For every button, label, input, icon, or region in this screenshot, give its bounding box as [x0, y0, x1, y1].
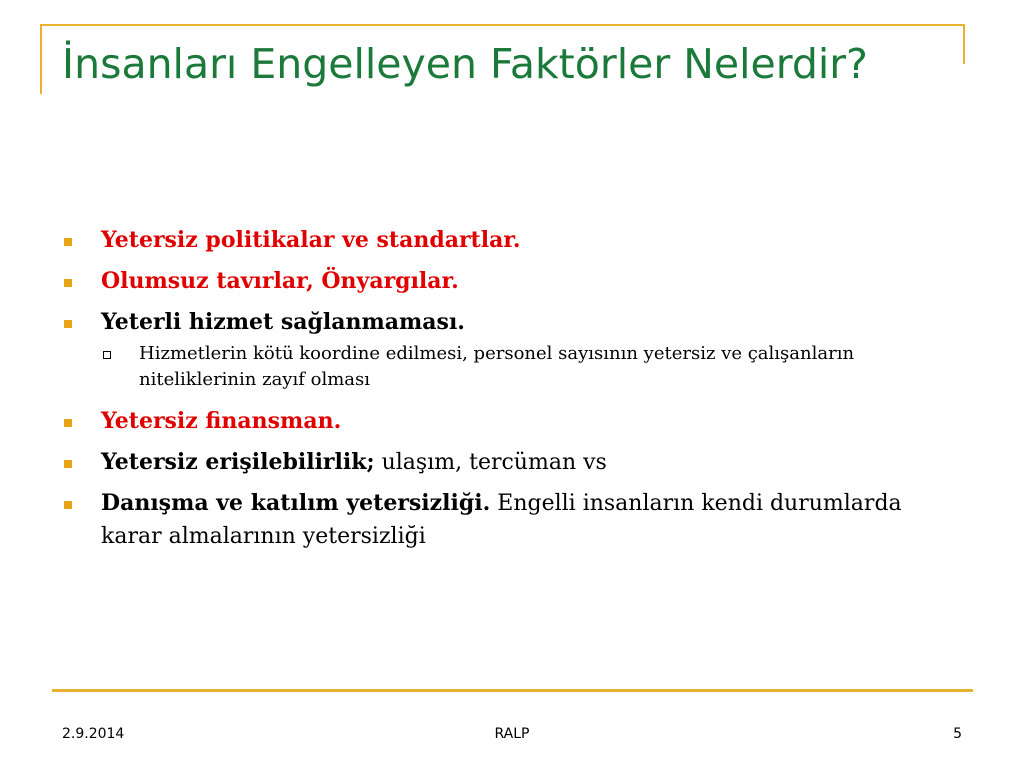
- sub-bullet-coordination: [62, 341, 932, 393]
- square-bullet-icon: [64, 501, 72, 509]
- bullet-item-services: [62, 306, 932, 339]
- frame-right-line: [963, 24, 965, 64]
- bullet-item-finance: [62, 405, 932, 438]
- sub-bullet-text: Hizmetlerin kötü koordine edilmesi, personel sayısının yetersiz ve çalışanların niteliklerinin zayıf olması: [139, 343, 855, 390]
- bullet-text: Yetersiz politikalar ve standartlar.: [101, 227, 521, 253]
- square-bullet-icon: [64, 279, 72, 287]
- hollow-square-bullet-icon: [103, 351, 111, 359]
- bullet-text: Yetersiz finansman.: [101, 408, 342, 434]
- square-bullet-icon: [64, 320, 72, 328]
- bullet-bold-text: Danışma ve katılım yetersizliği.: [101, 490, 491, 516]
- footer-center-text: RALP: [494, 726, 530, 742]
- bullet-item-consultation: [62, 487, 932, 553]
- bullet-rest-text: Engelli insanların kendi durumlarda karar almalarının yetersizliği: [101, 491, 902, 549]
- bullet-rest-text: ulaşım, tercüman vs: [374, 450, 607, 475]
- footer-divider: [52, 689, 973, 692]
- bullet-item-attitudes: [62, 265, 932, 298]
- frame-top-line: [40, 24, 965, 26]
- bullet-list: [62, 224, 932, 561]
- bullet-item-policies: [62, 224, 932, 257]
- page-number: 5: [953, 726, 962, 742]
- bullet-text: Olumsuz tavırlar, Önyargılar.: [101, 268, 459, 294]
- bullet-item-accessibility: [62, 446, 932, 479]
- bullet-bold-text: Yetersiz erişilebilirlik;: [101, 449, 375, 475]
- square-bullet-icon: [64, 238, 72, 246]
- frame-left-line: [40, 24, 42, 94]
- slide-title: İnsanları Engelleyen Faktörler Nelerdir?: [62, 40, 868, 88]
- footer-date: 2.9.2014: [62, 726, 125, 742]
- square-bullet-icon: [64, 460, 72, 468]
- square-bullet-icon: [64, 419, 72, 427]
- bullet-text: Yeterli hizmet sağlanmaması.: [101, 309, 465, 335]
